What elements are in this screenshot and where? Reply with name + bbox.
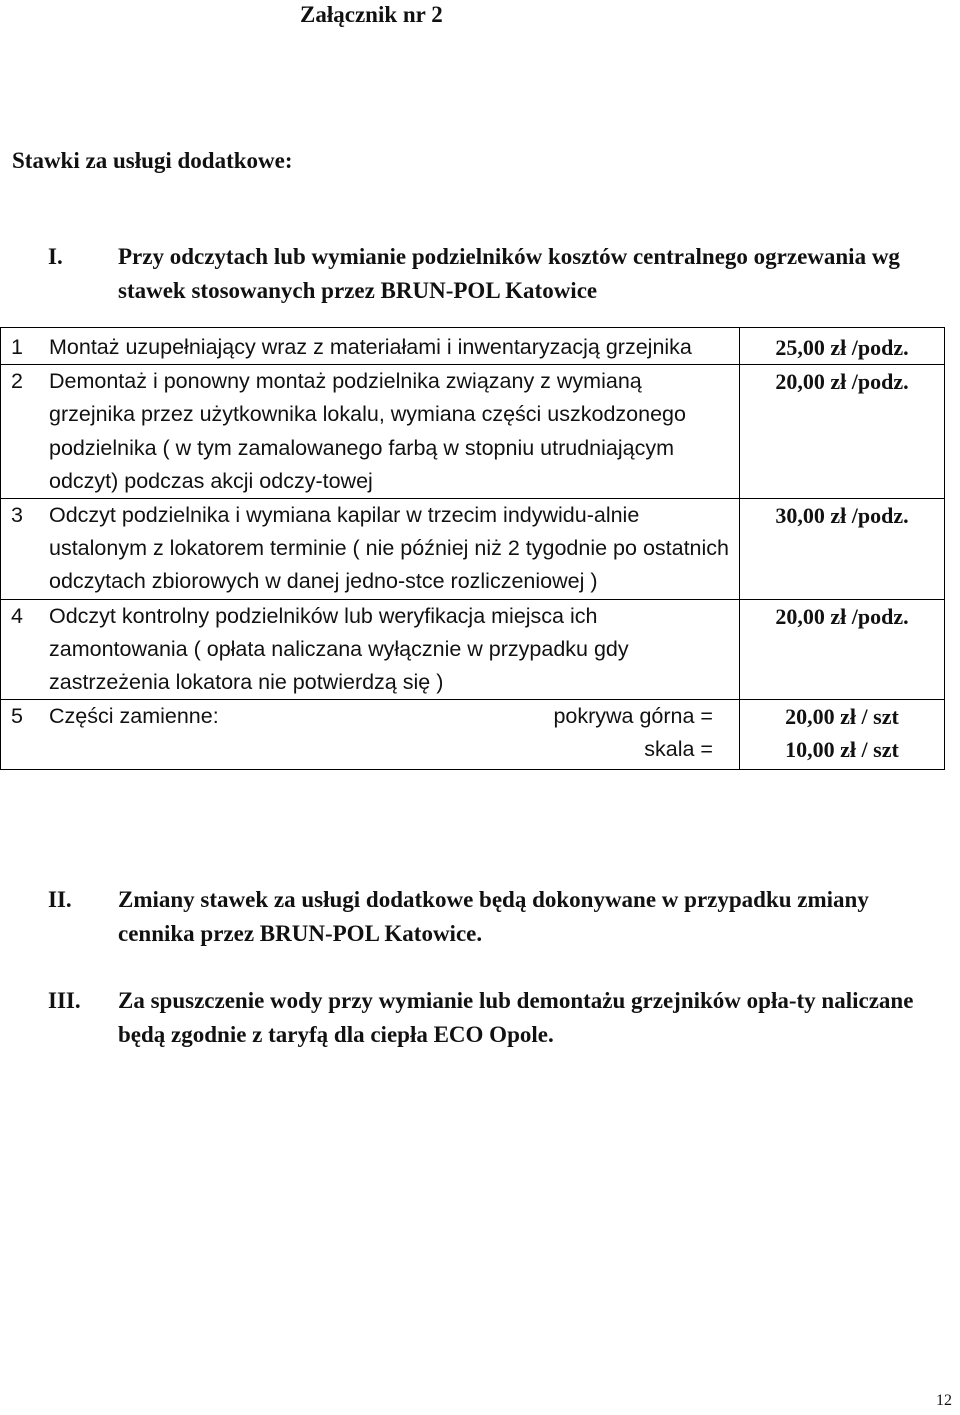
- rates-table: [0, 327, 945, 770]
- parts-price-scale: 10,00 zł / szt: [785, 737, 899, 763]
- section-1-number: I.: [48, 244, 63, 269]
- row-number: 5: [11, 704, 23, 729]
- row-number: 1: [11, 335, 23, 359]
- section-3-text: Za spuszczenie wody przy wymianie lub demontażu grzejników opła-ty naliczane będą zgodnie z taryfą dla ciepła ECO Opole.: [118, 988, 914, 1047]
- row-description: Odczyt kontrolny podzielników lub weryfikacja miejsca ich zamontowania ( opłata naliczana wyłącznie w przypadku gdy zastrzeżenia lokatora nie potwierdzą się ): [49, 603, 629, 695]
- parts-price-cover: 20,00 zł / szt: [785, 704, 899, 730]
- parts-item-cover: pokrywa górna =: [553, 704, 713, 729]
- table-row: [1, 700, 945, 769]
- table-row: [1, 599, 945, 700]
- section-3-number: III.: [48, 988, 81, 1013]
- row-price: 20,00 zł /podz.: [775, 369, 909, 395]
- section-2-text: Zmiany stawek za usługi dodatkowe będą dokonywane w przypadku zmiany cennika przez BRUN-POL Katowice.: [118, 887, 869, 946]
- row-description: Odczyt podzielnika i wymiana kapilar w trzecim indywidu-alnie ustalonym z lokatorem terminie ( nie później niż 2 tygodnie po ostatnich odczytach zbiorowych w danej jedno-stce rozliczeniowej ): [49, 503, 729, 594]
- parts-label: Części zamienne:: [49, 704, 219, 729]
- row-price: 20,00 zł /podz.: [775, 603, 909, 629]
- section-1-text: Przy odczytach lub wymianie podzielników kosztów centralnego ogrzewania wg stawek stosowanych przez BRUN-POL Katowice: [118, 244, 900, 303]
- section-2-number: II.: [48, 887, 72, 912]
- table-row: [1, 499, 945, 600]
- table-row: [1, 365, 945, 499]
- row-number: 3: [11, 503, 23, 528]
- section-heading: Stawki za usługi dodatkowe:: [12, 148, 293, 173]
- page-number: 12: [936, 1392, 952, 1409]
- table-row: [1, 328, 945, 365]
- row-description: Demontaż i ponowny montaż podzielnika związany z wymianą grzejnika przez użytkownika lokalu, wymiana części uszkodzonego podzielnika ( w tym zamalowanego farbą w stopniu utrudniającym odczyt) podczas akcji odczy-towej: [49, 369, 686, 493]
- row-description: Montaż uzupełniający wraz z materiałami i inwentaryzacją grzejnika: [49, 335, 692, 359]
- row-price: 30,00 zł /podz.: [775, 503, 909, 529]
- row-price: 25,00 zł /podz.: [775, 335, 909, 360]
- parts-item-scale: skala =: [644, 737, 713, 762]
- row-number: 2: [11, 369, 23, 394]
- row-number: 4: [11, 603, 23, 628]
- document-title: Załącznik nr 2: [300, 2, 443, 27]
